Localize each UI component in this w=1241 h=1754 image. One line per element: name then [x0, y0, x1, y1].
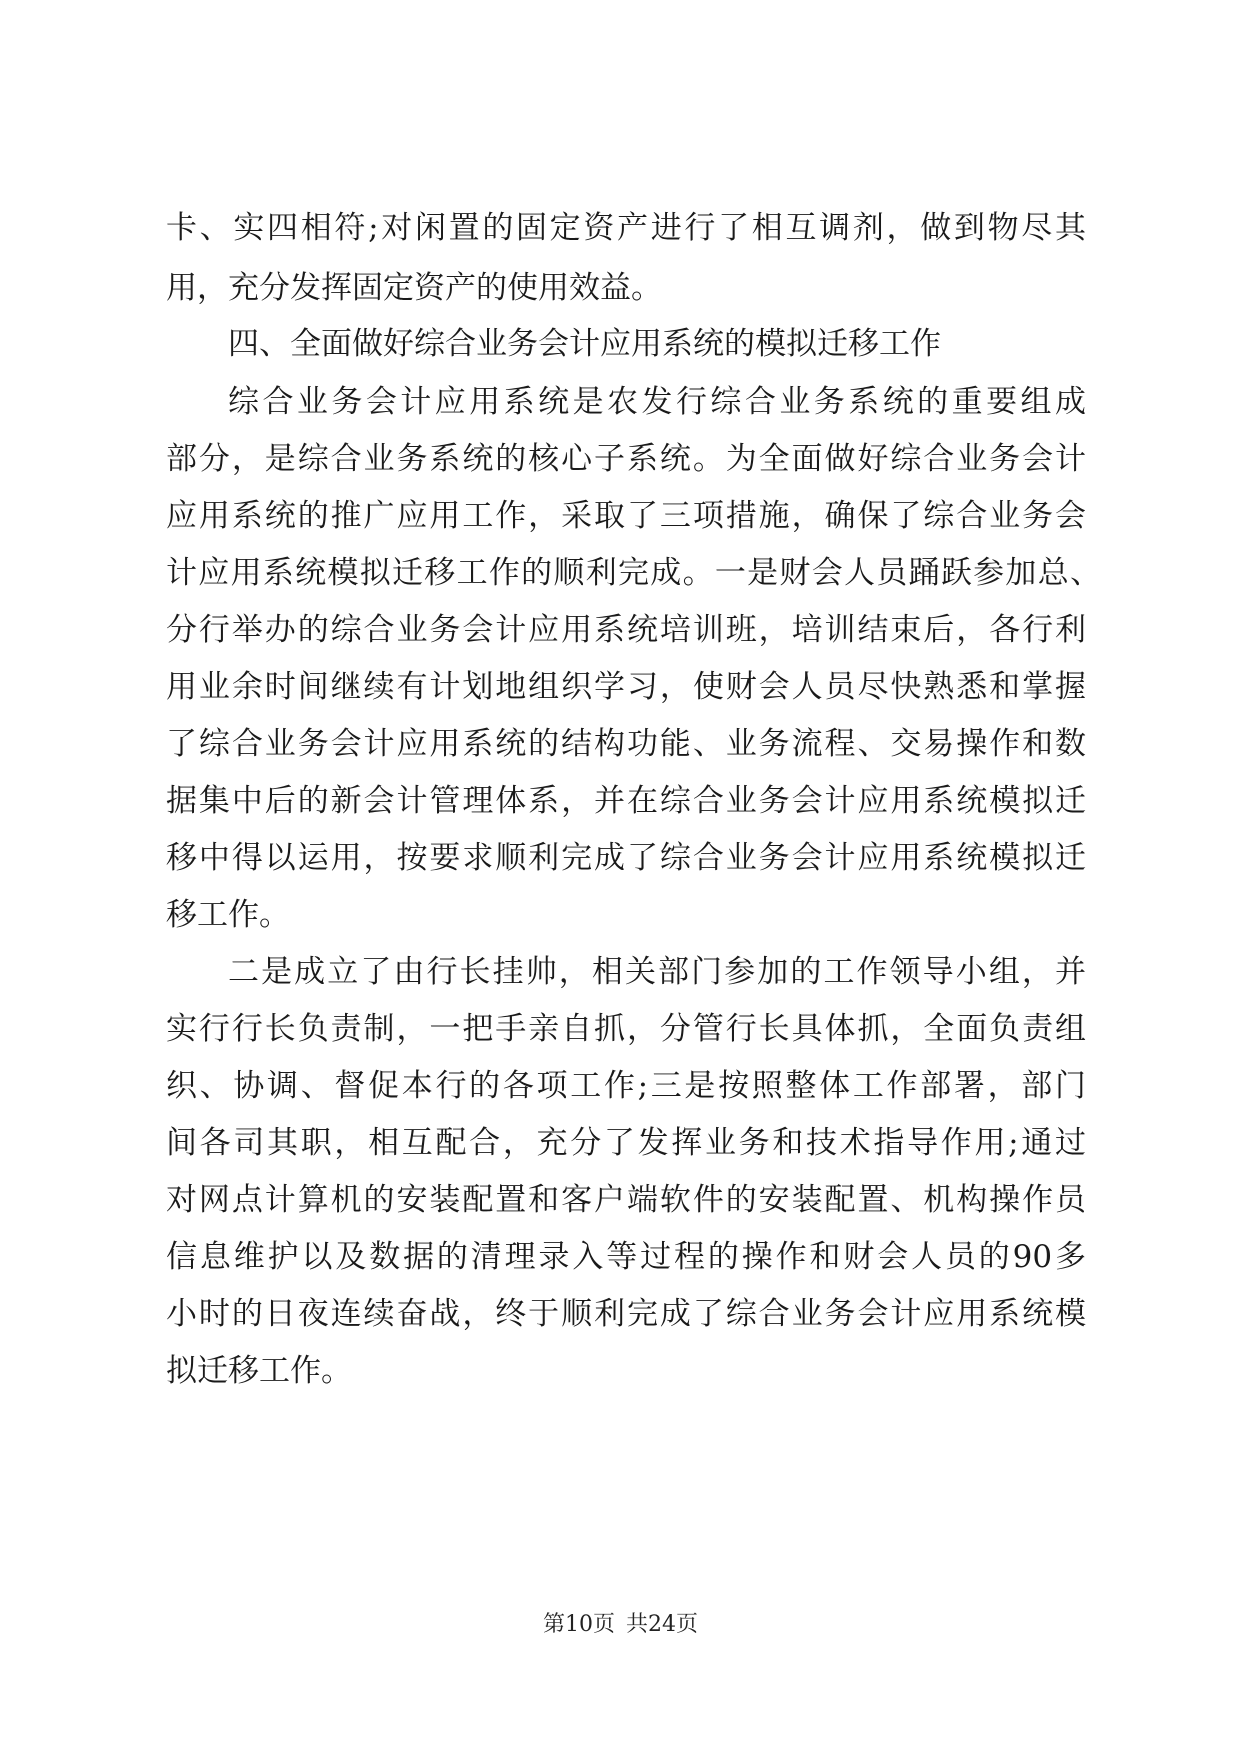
- body-line: 据集中后的新会计管理体系，并在综合业务会计应用系统模拟迁: [166, 783, 1086, 819]
- body-line: 移中得以运用，按要求顺利完成了综合业务会计应用系统模拟迁: [166, 840, 1086, 876]
- body-line: 用，充分发挥固定资产的使用效益。: [166, 270, 662, 306]
- body-line: 部分，是综合业务系统的核心子系统。为全面做好综合业务会计: [166, 441, 1086, 477]
- page-number: 第10页: [543, 1612, 615, 1637]
- body-line: 计应用系统模拟迁移工作的顺利完成。一是财会人员踊跃参加总、: [166, 555, 1101, 591]
- body-line: 拟迁移工作。: [166, 1353, 352, 1389]
- body-line: 应用系统的推广应用工作，采取了三项措施，确保了综合业务会: [166, 498, 1086, 534]
- body-line: 了综合业务会计应用系统的结构功能、业务流程、交易操作和数: [166, 726, 1086, 762]
- body-line: 对网点计算机的安装配置和客户端软件的安装配置、机构操作员: [166, 1182, 1086, 1218]
- body-line: 卡、实四相符;对闲置的固定资产进行了相互调剂，做到物尽其: [166, 210, 1086, 246]
- body-line: 间各司其职，相互配合，充分了发挥业务和技术指导作用;通过: [166, 1125, 1086, 1161]
- body-line: 实行行长负责制，一把手亲自抓，分管行长具体抓，全面负责组: [166, 1011, 1086, 1047]
- page-footer: [0, 1610, 1241, 1640]
- body-line: 信息维护以及数据的清理录入等过程的操作和财会人员的90多: [166, 1239, 1086, 1275]
- body-line: 综合业务会计应用系统是农发行综合业务系统的重要组成: [228, 384, 1086, 420]
- body-line: 分行举办的综合业务会计应用系统培训班，培训结束后，各行利: [166, 612, 1086, 648]
- body-line: 二是成立了由行长挂帅，相关部门参加的工作领导小组，并: [228, 954, 1086, 990]
- body-line: 移工作。: [166, 897, 290, 933]
- body-line: 织、协调、督促本行的各项工作;三是按照整体工作部署，部门: [166, 1068, 1086, 1104]
- body-line: 小时的日夜连续奋战，终于顺利完成了综合业务会计应用系统模: [166, 1296, 1086, 1332]
- section-heading: 四、全面做好综合业务会计应用系统的模拟迁移工作: [228, 326, 941, 362]
- page-total: 共24页: [626, 1612, 698, 1637]
- body-line: 用业余时间继续有计划地组织学习，使财会人员尽快熟悉和掌握: [166, 669, 1086, 705]
